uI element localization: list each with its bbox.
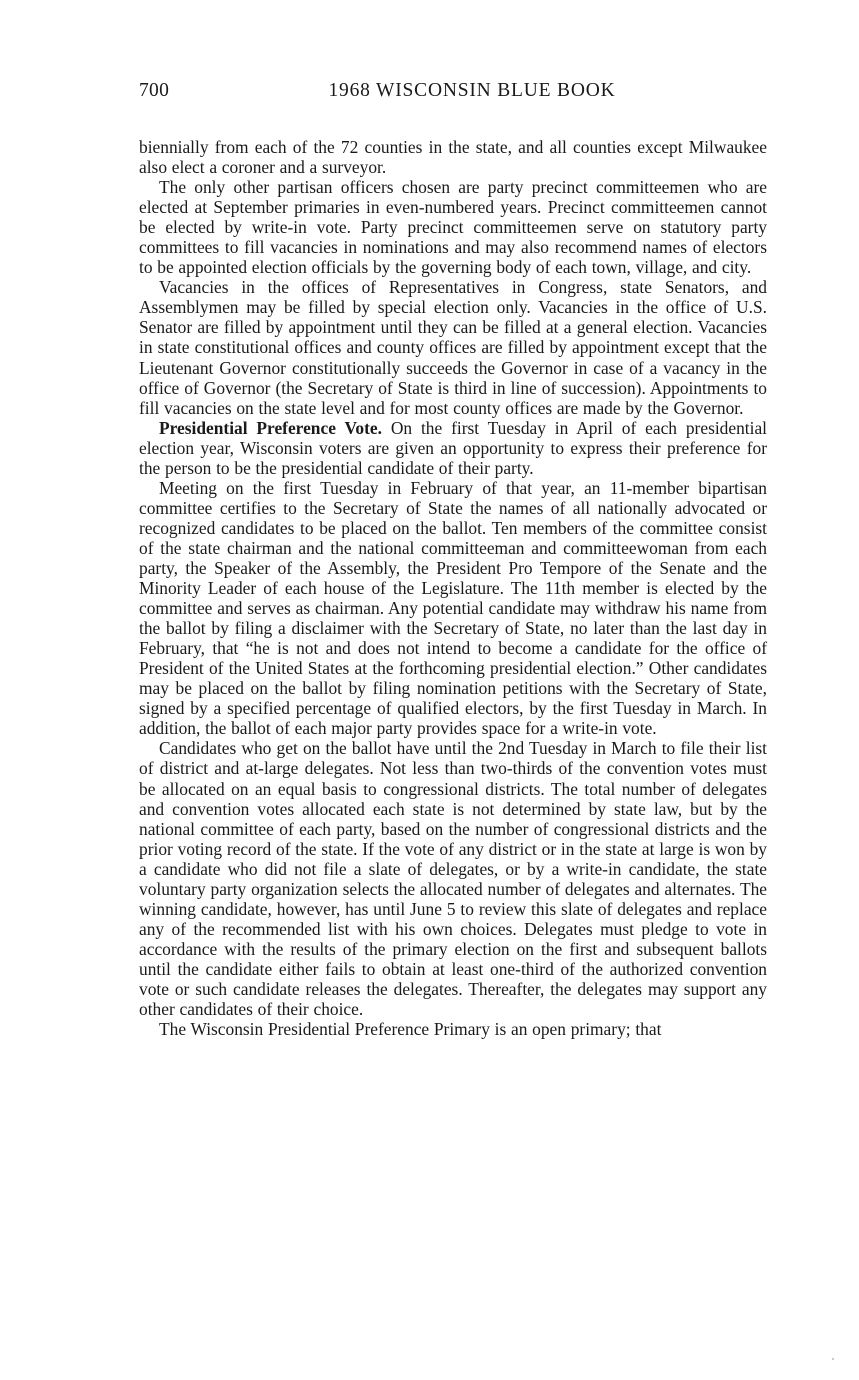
paragraph-open-primary: The Wisconsin Presidential Preference Primary is an open primary; that [159,1019,662,1040]
page-number: 700 [139,80,170,101]
paragraph-precinct-committeemen: The only other partisan officers chosen are party precinct committeemen who are elected at September primaries in even-numbered years. Precinct committeemen cannot be elected by write-in vote. Party precinct committeemen serve on statutory party committees to fill vacancies in nominations and may also recommend names of electors to be appointed election officials by the governing body of each town, village, and city. [139,177,767,278]
paragraph-county-officers: biennially from each of the 72 counties in the state, and all counties except Milwaukee also elect a coroner and a surveyor. [139,137,767,178]
paragraph-vacancies: Vacancies in the offices of Representatives in Congress, state Senators, and Assemblymen may be filled by special election only. Vacancies in the office of U.S. Senator are filled by appointment until they can be filled at a general election. Vacancies in state constitutional offices and county offices are filled by appointment except that the Lieutenant Governor constitutionally succeeds the Governor in case of a vacancy in the office of Governor (the Secretary of State is third in line of succession). Appointments to fill vacancies on the state level and for most county offices are made by the Governor. [139,277,767,418]
body-text [139,137,767,1039]
section-run-in-heading: Presidential Preference Vote. [159,417,382,438]
running-head [139,80,767,108]
scan-speck [832,1358,834,1360]
paragraph-presidential-preference-text: On the first Tuesday in April of each presidential election year, Wisconsin voters are given an opportunity to express their preference for the person to be the presidential candidate of their party. [139,417,767,478]
running-title: 1968 WISCONSIN BLUE BOOK [328,80,616,101]
paragraph-certifying-committee: Meeting on the first Tuesday in February of that year, an 11-member bipartisan committee certifies to the Secretary of State the names of all nationally advocated or recognized candidates to be placed on the ballot. Ten members of the committee consist of the state chairman and the national committeeman and committeewoman from each party, the Speaker of the Assembly, the President Pro Tempore of the Senate and the Minority Leader of each house of the Legislature. The 11th member is elected by the committee and serves as chairman. Any potential candidate may withdraw his name from the ballot by filing a disclaimer with the Secretary of State, no later than the last day in February, that “he is not and does not intend to become a candidate for the office of President of the United States at the forthcoming presidential election.” Other candidates may be placed on the ballot by filing nomination petitions with the Secretary of State, signed by a specified percentage of qualified electors, by the first Tuesday in March. In addition, the ballot of each major party provides space for a write-in vote. [139,477,767,739]
paragraph-presidential-preference [139,418,767,478]
paragraph-delegates: Candidates who get on the ballot have until the 2nd Tuesday in March to file their list of district and at-large delegates. Not less than two-thirds of the convention votes must be allocated on an equal basis to congressional districts. The total number of delegates and convention votes allocated each state is not determined by state law, but by the national committee of each party, based on the number of congressional districts and the prior voting record of the state. If the vote of any district or in the state at large is won by a candidate who did not file a slate of delegates, or by a write-in candidate, the state voluntary party organization selects the allocated number of delegates and alternates. The winning candidate, however, has until June 5 to review this slate of delegates and replace any of the recommended list with his own choices. Delegates must pledge to vote in accordance with the results of the primary election on the first and subsequent ballots until the candidate either fails to obtain at least one-third of the authorized convention vote or such candidate releases the delegates. Thereafter, the delegates may support any other candidates of their choice. [139,738,767,1020]
